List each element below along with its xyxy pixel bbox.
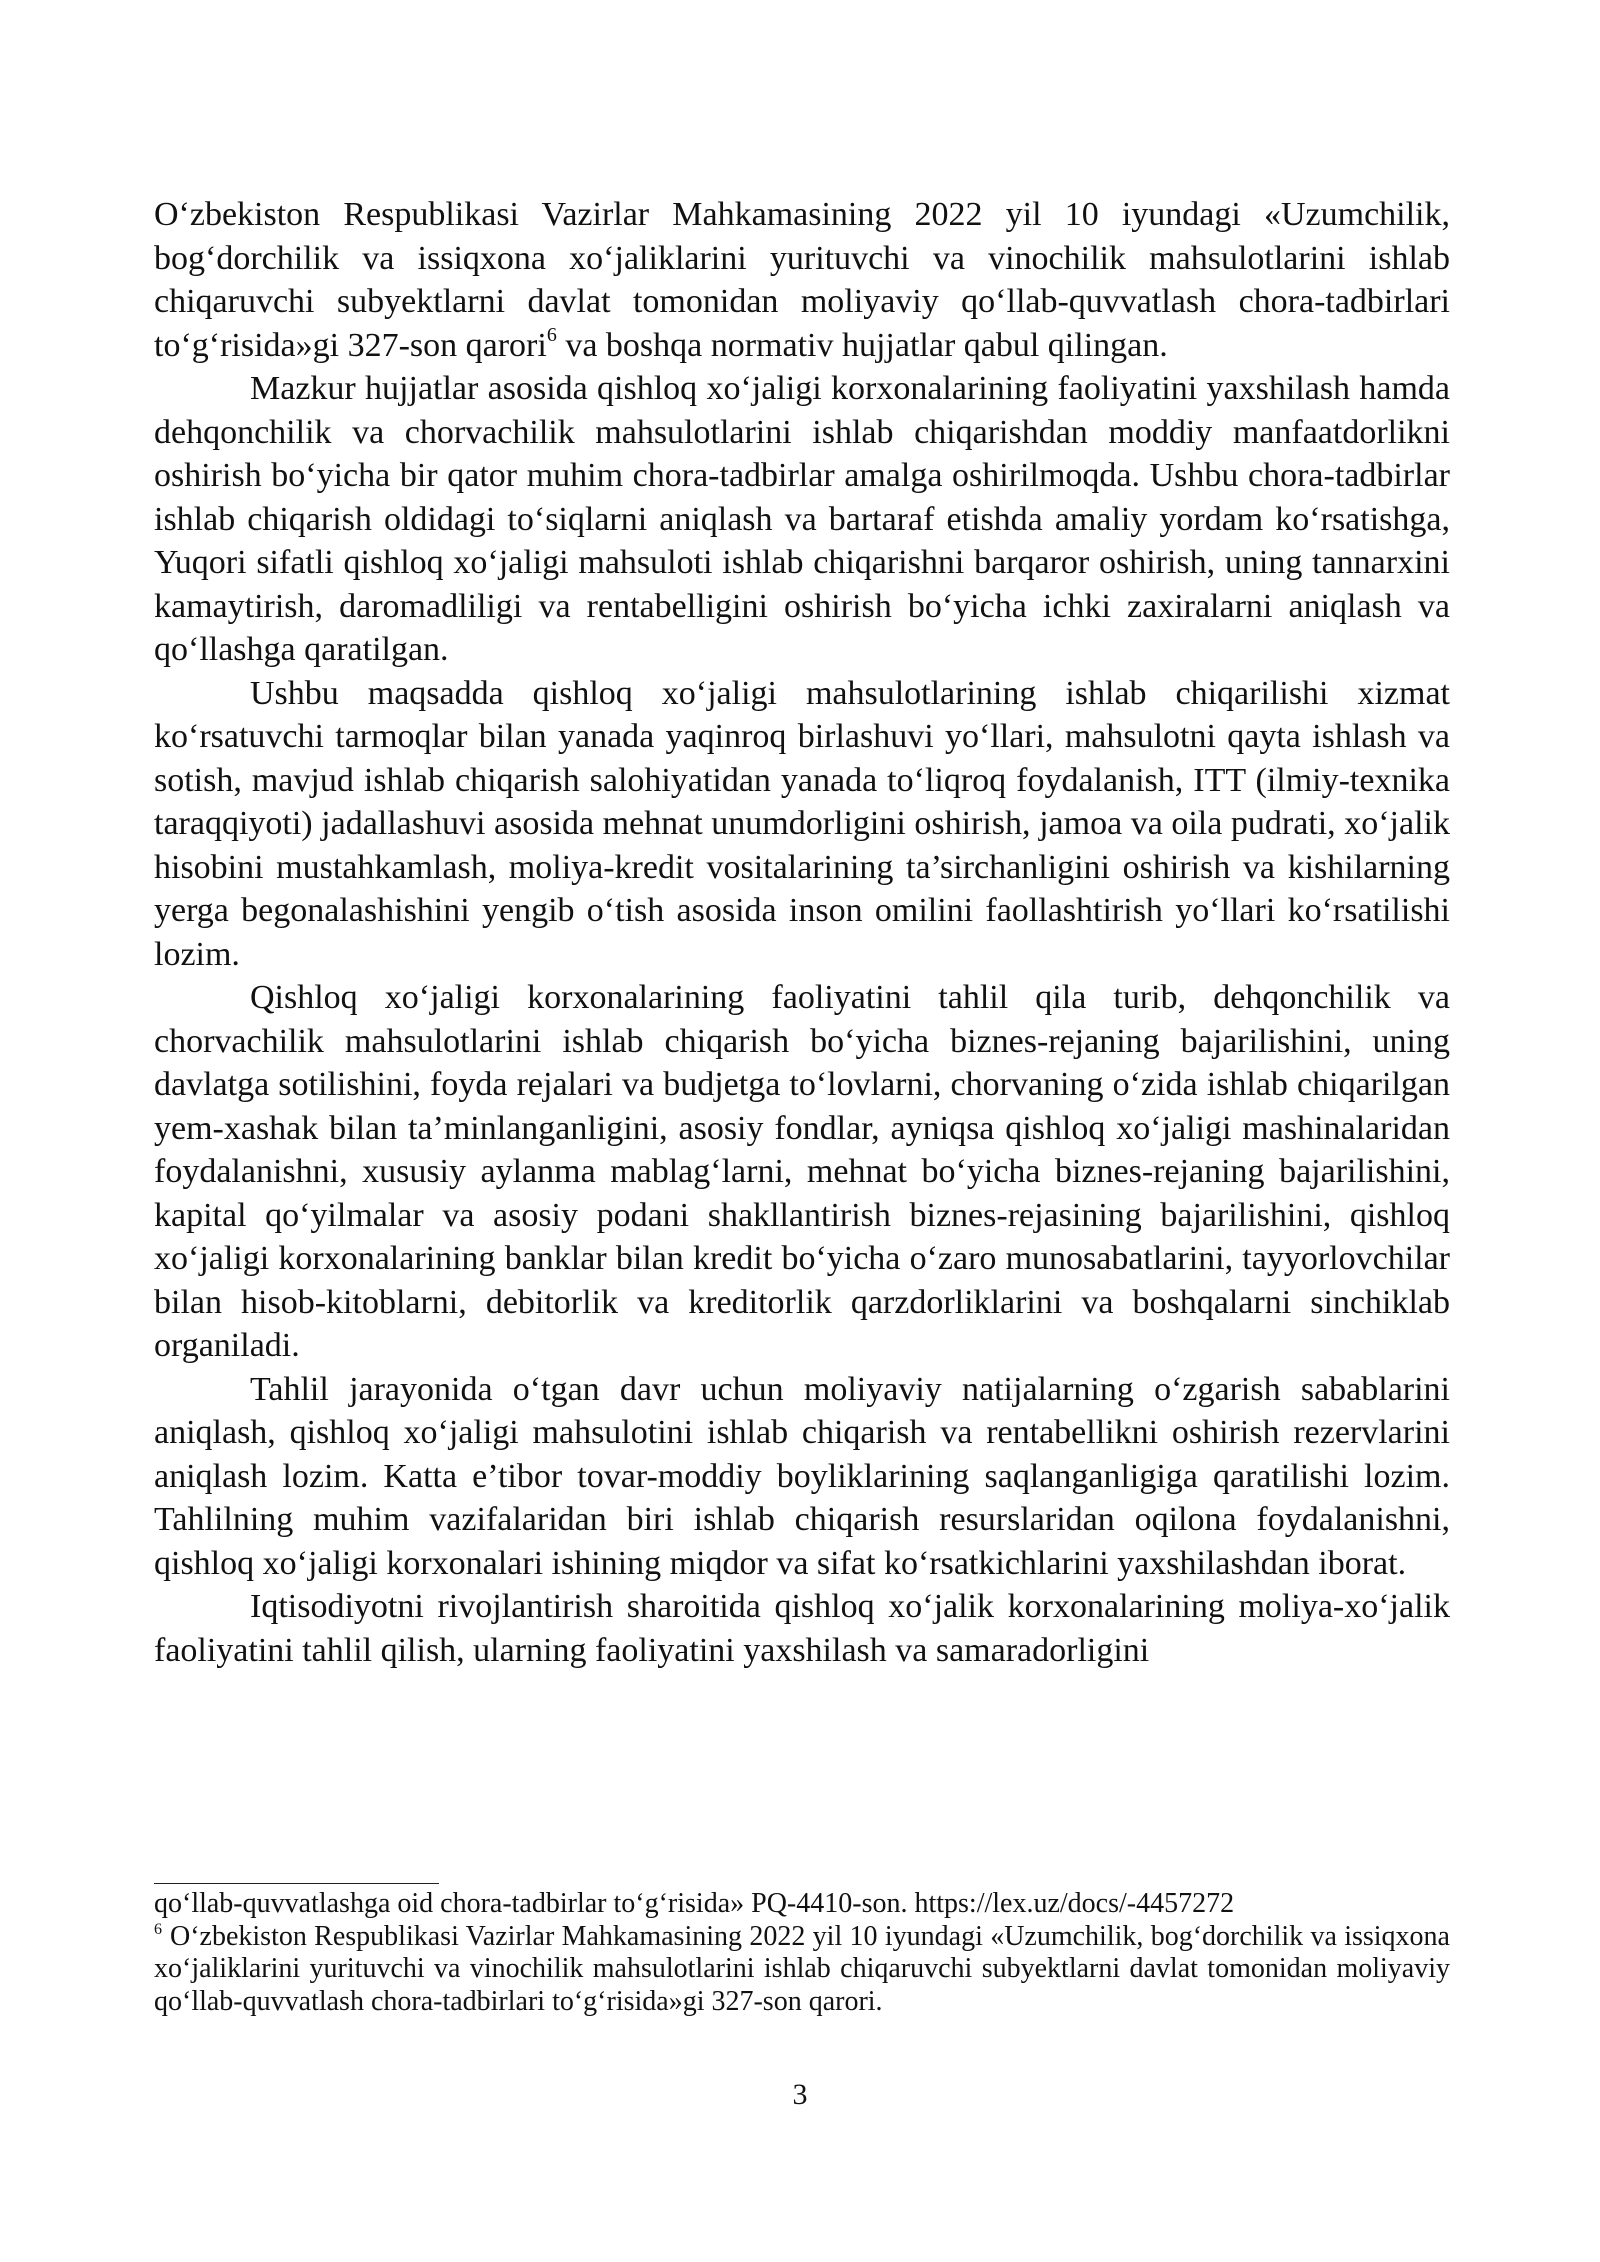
paragraph-2: Mazkur hujjatlar asosida qishloq xo‘jaligi korxonalarining faoliyatini yaxshilash hamda dehqonchilik va chorvachilik mahsulotlarini ishlab chiqarishdan moddiy manfaatdorlikni oshirish bo‘yicha bir qator muhim chora-tadbirlar amalga oshirilmoqda. Ushbu chora-tadbirlar ishlab chiqarish oldidagi to‘siqlarni aniqlash va bartaraf etishda amaliy yordam ko‘rsatishga, Yuqori sifatli qishloq xo‘jaligi mahsuloti ishlab chiqarishni barqaror oshirish, uning tannarxini kamaytirish, daromadliligi va rentabelligini oshirish bo‘yicha ichki zaxiralarni aniqlash va qo‘llashga qaratilgan.	[154, 370, 1450, 668]
paragraph-4: Qishloq xo‘jaligi korxonalarining faoliyatini tahlil qila turib, dehqonchilik va chorvachilik mahsulotlarini ishlab chiqarish bo‘yicha biznes-rejaning bajarilishini, uning davlatga sotilishini, foyda rejalari va budjetga to‘lovlarni, chorvaning o‘zida ishlab chiqarilgan yem-xashak bilan ta’minlanganligini, asosiy fondlar, ayniqsa qishloq xo‘jaligi mashinalaridan foydalanishni, xususiy aylanma mablag‘larni, mehnat bo‘yicha biznes-rejaning bajarilishini, kapital qo‘yilmalar va asosiy podani shakllantirish biznes-rejasining bajarilishini, qishloq xo‘jaligi korxonalarining banklar bilan kredit bo‘yicha o‘zaro munosabatlarini, tayyorlovchilar bilan hisob-kitoblarni, debitorlik va kreditorlik qarzdorliklarini va boshqalarni sinchiklab organiladi.	[154, 979, 1450, 1364]
footnote-separator	[154, 1883, 439, 1884]
paragraph-5: Tahlil jarayonida o‘tgan davr uchun moliyaviy natijalarning o‘zgarish sabablarini aniqlash, qishloq xo‘jaligi mahsulotini ishlab chiqarish va rentabellikni oshirish rezervlarini aniqlash lozim. Katta e’tibor tovar-moddiy boyliklarining saqlanganligiga qaratilishi lozim. Tahlilning muhim vazifalaridan biri ishlab chiqarish resurslaridan oqilona foydalanishni, qishloq xo‘jaligi korxonalari ishining miqdor va sifat ko‘rsatkichlarini yaxshilashdan iborat.	[154, 1370, 1450, 1582]
paragraph-6: Iqtisodiyotni rivojlantirish sharoitida qishloq xo‘jalik korxonalarining moliya-xo‘jalik faoliyatini tahlil qilish, ularning faoliyatini yaxshilash va samaradorligini	[154, 1588, 1450, 1669]
footnote-6-text: O‘zbekiston Respublikasi Vazirlar Mahkamasining 2022 yil 10 iyundagi «Uzumchilik, bog‘dorchilik va issiqxona xo‘jaliklarini yurituvchi va vinochilik mahsulotlarini ishlab chiqaruvchi subyektlarni davlat tomonidan moliyaviy qo‘llab-quvvatlash chora-tadbirlari to‘g‘risida»gi 327-son qarori.	[154, 1920, 1450, 2017]
footnote-6	[154, 1921, 1450, 2019]
paragraph-3: Ushbu maqsadda qishloq xo‘jaligi mahsulotlarining ishlab chiqarilishi xizmat ko‘rsatuvchi tarmoqlar bilan yanada yaqinroq birlashuvi yo‘llari, mahsulotni qayta ishlash va sotish, mavjud ishlab chiqarish salohiyatidan yanada to‘liqroq foydalanish, ITT (ilmiy-texnika taraqqiyoti) jadallashuvi asosida mehnat unumdorligini oshirish, jamoa va oila pudrati, xo‘jalik hisobini mustahkamlash, moliya-kredit vositalarining ta’sirchanligini oshirish va kishilarning yerga begonalashishini yengib o‘tish asosida inson omilini faollashtirish yo‘llari ko‘rsatilishi lozim.	[154, 674, 1450, 973]
paragraph-1	[154, 193, 1450, 367]
footnote-6-marker: 6	[154, 1921, 162, 1939]
paragraph-1-text-cont: va boshqa normativ hujjatlar qabul qilingan.	[556, 326, 1168, 364]
footnote-ref-6[interactable]: 6	[546, 324, 557, 347]
page-number: 3	[792, 2078, 808, 2111]
body-text	[154, 193, 1450, 1672]
footnotes	[154, 1888, 1450, 2018]
paragraph-1-text: O‘zbekiston Respublikasi Vazirlar Mahkamasining 2022 yil 10 iyundagi «Uzumchilik, bog‘dorchilik va issiqxona xo‘jaliklarini yurituvchi va vinochilik mahsulotlarini ishlab chiqaruvchi subyektlarni davlat tomonidan moliyaviy qo‘llab-quvvatlash chora-tadbirlari to‘g‘risida»gi 327-son qarori	[154, 196, 1450, 364]
footnote-continued: qo‘llab-quvvatlashga oid chora-tadbirlar to‘g‘risida» PQ-4410-son. https://lex.uz/docs/-4457272	[154, 1888, 1235, 1919]
